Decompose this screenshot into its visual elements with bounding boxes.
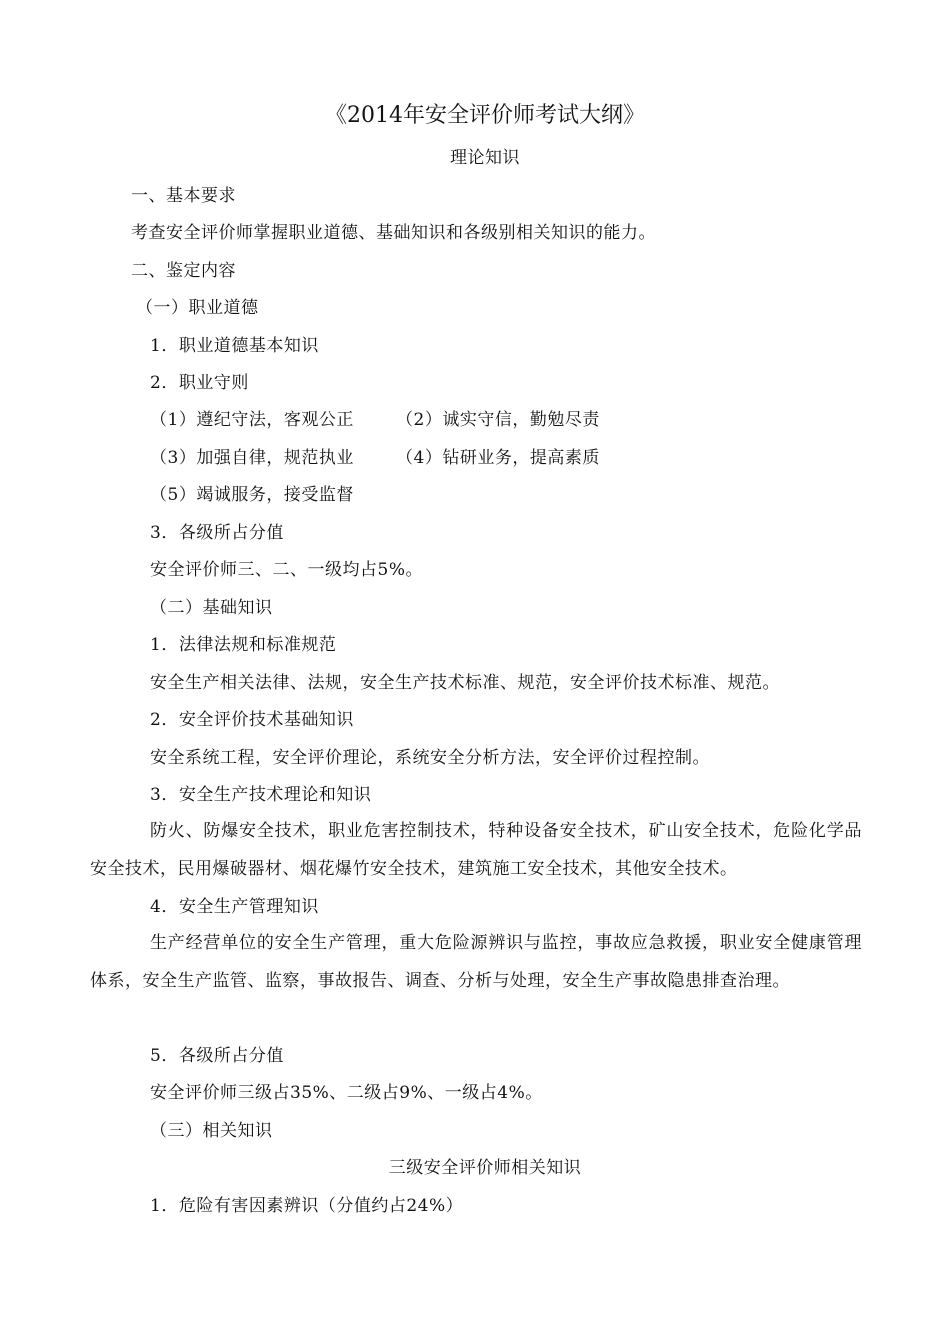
part3-heading: （三）相关知识 — [150, 1121, 273, 1141]
part2-item5-text: 安全评价师三级占35%、二级占9%、一级占4%。 — [150, 1083, 543, 1103]
rule-5: （5）竭诚服务，接受监督 — [150, 485, 354, 505]
part3-subheading: 三级安全评价师相关知识 — [388, 1158, 582, 1178]
document-subtitle: 理论知识 — [450, 148, 520, 168]
rules-row-1 — [150, 408, 600, 432]
rule-1: （1）遵纪守法，客观公正 — [150, 410, 354, 430]
part2-item1-text: 安全生产相关法律、法规，安全生产技术标准、规范，安全评价技术标准、规范。 — [150, 673, 780, 693]
section2-heading: 二、鉴定内容 — [131, 261, 236, 281]
part1-item1: 1．职业道德基本知识 — [150, 336, 319, 356]
part1-item3-text: 安全评价师三、二、一级均占5%。 — [150, 560, 423, 580]
part2-item5: 5．各级所占分值 — [150, 1046, 284, 1066]
part1-item2: 2．职业守则 — [150, 373, 249, 393]
part2-item3: 3．安全生产技术理论和知识 — [150, 785, 372, 805]
part3-item1: 1．危险有害因素辨识（分值约占24%） — [150, 1196, 464, 1216]
rule-3: （3）加强自律，规范执业 — [150, 448, 354, 468]
part1-heading: （一）职业道德 — [136, 298, 259, 318]
part2-item2: 2．安全评价技术基础知识 — [150, 710, 354, 730]
section1-heading: 一、基本要求 — [131, 186, 236, 206]
part2-heading: （二）基础知识 — [150, 598, 273, 618]
document-title: 《2014年安全评价师考试大纲》 — [325, 103, 645, 128]
section1-text: 考查安全评价师掌握职业道德、基础知识和各级别相关知识的能力。 — [131, 223, 656, 243]
part2-item1: 1．法律法规和标准规范 — [150, 635, 337, 655]
part2-item4-text: 生产经营单位的安全生产管理，重大危险源辨识与监控，事故应急救援，职业安全健康管理体系，安全生产监管、监察，事故报告、调查、分析与处理，安全生产事故隐患排查治理。 — [90, 933, 862, 991]
part1-item3: 3．各级所占分值 — [150, 523, 284, 543]
rules-row-2 — [150, 446, 600, 470]
rule-2: （2）诚实守信，勤勉尽责 — [396, 410, 600, 430]
part2-item2-text: 安全系统工程，安全评价理论，系统安全分析方法，安全评价过程控制。 — [150, 748, 710, 768]
rule-4: （4）钻研业务，提高素质 — [396, 448, 600, 468]
part2-item4: 4．安全生产管理知识 — [150, 897, 319, 917]
part2-item3-text: 防火、防爆安全技术，职业危害控制技术，特种设备安全技术，矿山安全技术，危险化学品安全技术，民用爆破器材、烟花爆竹安全技术，建筑施工安全技术，其他安全技术。 — [90, 821, 862, 879]
